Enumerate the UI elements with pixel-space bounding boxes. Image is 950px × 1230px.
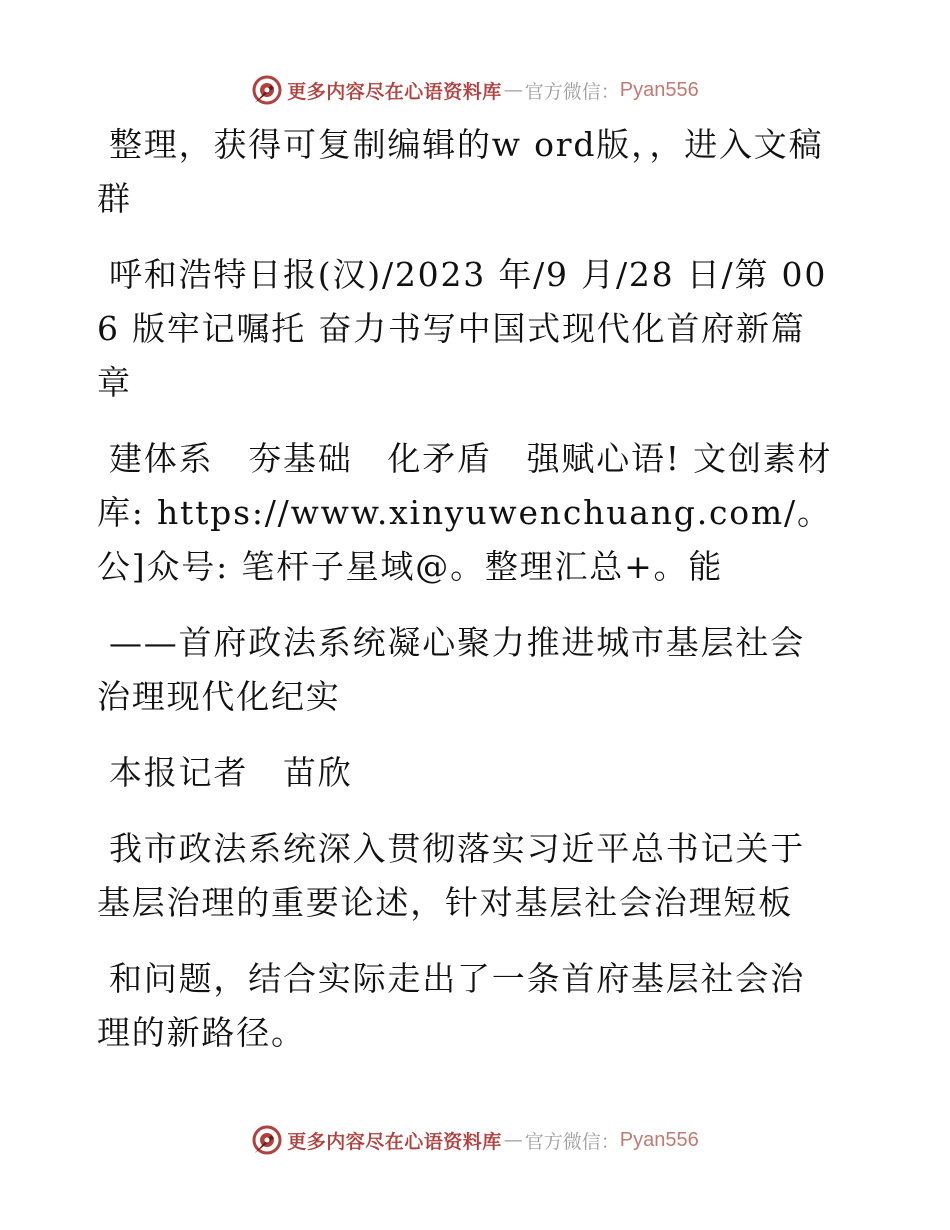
pen-logo-icon bbox=[251, 1124, 283, 1156]
paragraph: 呼和浩特日报(汉)/2023 年/9 月/28 日/第 006 版牢记嘱托 奋力书写中国式现代化首府新篇章 bbox=[97, 255, 828, 402]
document-body bbox=[97, 118, 837, 1082]
paragraph: 建体系 夯基础 化矛盾 强赋心语! 文创素材库: https://www.xinyuwenchuang.com/。公]众号: 笔杆子星域@。整理汇总+。能 bbox=[97, 439, 833, 586]
banner-separator: — bbox=[503, 79, 523, 101]
paragraph: 我市政法系统深入贯彻落实习近平总书记关于基层治理的重要论述，针对基层社会治理短板 bbox=[97, 829, 805, 922]
banner-title: 更多内容尽在心语资料库 bbox=[287, 80, 502, 103]
paragraph: 和问题，结合实际走出了一条首府基层社会治理的新路径。 bbox=[97, 959, 805, 1052]
banner-separator: — bbox=[503, 1129, 523, 1151]
banner-wechat-label: 官方微信： bbox=[524, 80, 620, 103]
paragraph: 本报记者 苗欣 bbox=[109, 753, 353, 792]
paragraph: ——首府政法系统凝心聚力推进城市基层社会治理现代化纪实 bbox=[97, 623, 805, 716]
banner-wechat-id: Pyan556 bbox=[619, 1128, 699, 1151]
banner-wechat-label: 官方微信： bbox=[524, 1130, 620, 1153]
pen-logo-icon bbox=[251, 74, 283, 106]
footer-banner bbox=[0, 1120, 950, 1160]
header-banner bbox=[0, 70, 950, 110]
banner-title: 更多内容尽在心语资料库 bbox=[287, 1130, 502, 1153]
banner-wechat-id: Pyan556 bbox=[619, 78, 699, 101]
paragraph: 整理，获得可复制编辑的w ord版，，进入文稿群 bbox=[97, 125, 824, 218]
